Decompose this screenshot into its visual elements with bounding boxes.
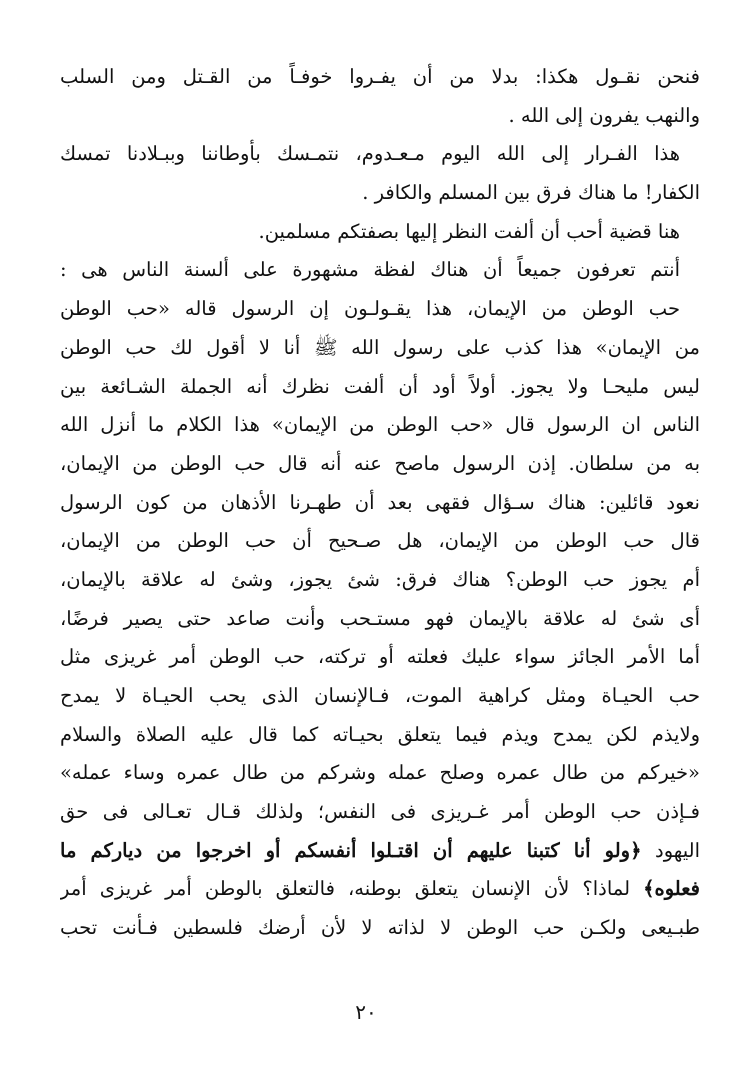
document-page: [60, 58, 700, 1010]
text-line: هنا قضية أحب أن ألفت النظر إليها بصفتكم مسلمين.: [258, 219, 680, 243]
text-line: من الإيمان» هذا كذب على رسول الله ﷺ أنا لا أقول لك حب الوطن: [60, 335, 700, 359]
text-line: فـإذن حب الوطن أمر غـريزى فى النفس؛ ولذلك قـال تعـالى فى حق: [60, 800, 700, 824]
text-line: أى شئ له علاقة بالإيمان فهو مستـحب وأنت صاعد حتى يصير فرضًا،: [60, 606, 700, 630]
text-line: هذا الفـرار إلى الله اليوم مـعـدوم، نتمـسك بأوطاننا وببـلادنا تمسك: [60, 142, 680, 166]
text-line: الناس ان الرسول قال «حب الوطن من الإيمان» هذا الكلام ما أنزل الله: [60, 413, 700, 437]
text-line-with-verse: [60, 870, 700, 909]
text-line: أما الأمر الجائز سواء عليك فعلته أو تركته، حب الوطن أمر غريزى مثل: [60, 645, 700, 669]
text-segment: اليهود: [641, 838, 700, 862]
text-line: طبـيعى ولكـن حب الوطن لا لذاته لا لأن أرضك فلسطين فـأنت تحب: [60, 916, 700, 940]
text-line: الكفار! ما هناك فرق بين المسلم والكافر .: [362, 181, 700, 205]
text-line: ولايذم لكن يمدح ويذم فيما يتعلق بحيـاته كما قال عليه الصلاة والسلام: [60, 722, 700, 746]
page-number: ٢٠: [355, 1000, 377, 1024]
quran-verse: فعلوه﴾: [643, 877, 700, 901]
text-line: فنحن نقـول هكذا: بدلا من أن يفـروا خوفـاً من القـتل ومن السلب: [60, 65, 700, 88]
text-segment: لماذا؟ لأن الإنسان يتعلق بوطنه، فالتعلق بالوطن أمر غريزى أمر: [60, 877, 644, 901]
text-line: قال حب الوطن من الإيمان، هل صـحيح أن حب الوطن من الإيمان،: [60, 529, 700, 553]
text-line: حب الحيـاة ومثل كراهية الموت، فـالإنسان الذى يحب الحيـاة لا يمدح: [60, 684, 700, 707]
text-line: نعود قائلين: هناك سـؤال فقهى بعد أن طهـرنا الأذهان من كون الرسول: [60, 490, 700, 514]
text-line: ليس مليحـا ولا يجوز. أولاً أود أن ألفت نظرك أنه الجملة الشـائعة بين: [60, 374, 700, 398]
text-line: به من سلطان. إذن الرسول ماصح عنه أنه قال حب الوطن من الإيمان،: [60, 451, 700, 475]
text-line: حب الوطن من الإيمان، هذا يقـولـون إن الرسول قاله «حب الوطن: [60, 297, 680, 321]
quran-verse: ﴿ولو أنا كتبنا عليهم أن اقتـلوا أنفسكم أو اخرجوا من دياركم ما: [60, 838, 642, 862]
text-line: أم يجوز حب الوطن؟ هناك فرق: شئ يجوز، وشئ له علاقة بالإيمان،: [60, 567, 700, 591]
text-line: أنتم تعرفون جميعاً أن هناك لفظة مشهورة على ألسنة الناس هى :: [60, 258, 680, 282]
text-line: والنهب يفرون إلى الله .: [508, 103, 700, 127]
text-line-with-verse: [60, 832, 700, 871]
text-line: «خيركم من طال عمره وصلح عمله وشركم من طال عمره وساء عمله»: [60, 761, 700, 785]
